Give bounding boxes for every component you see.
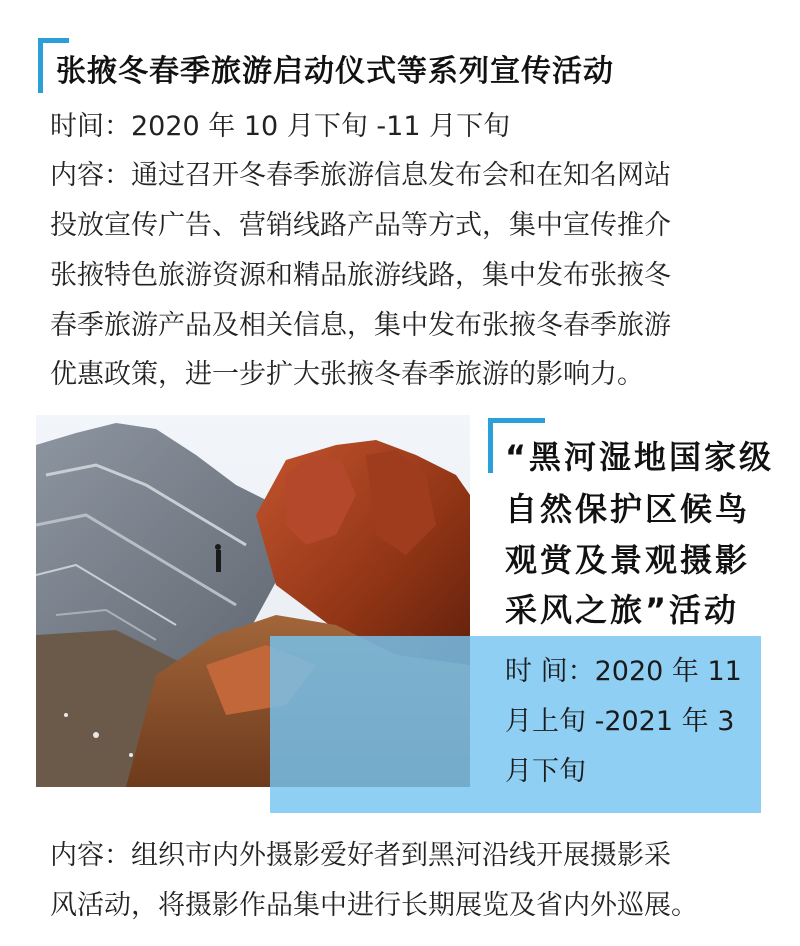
section1-content-line: 优惠政策，进一步扩大张掖冬春季旅游的影响力。 [50, 359, 644, 390]
section2-title-line: 观赏及景观摄影 [505, 541, 751, 579]
section2-title-line: “黑河湿地国家级 [505, 438, 775, 476]
section2-content-line: 内容：组织市内外摄影爱好者到黑河沿线开展摄影采 [50, 840, 671, 871]
section1-content-line: 张掖特色旅游资源和精品旅游线路，集中发布张掖冬 [50, 260, 671, 291]
section2-time-line: 时 间：2020 年 11 [505, 656, 742, 687]
section1-content-line: 内容：通过召开冬春季旅游信息发布会和在知名网站 [50, 160, 671, 191]
section1-content-line: 春季旅游产品及相关信息，集中发布张掖冬春季旅游 [50, 310, 671, 341]
section2-time-line: 月上旬 -2021 年 3 [505, 706, 735, 737]
section2-title-line: 自然保护区候鸟 [505, 490, 751, 528]
section2-time-line: 月下旬 [505, 756, 586, 787]
section1-title: 张掖冬春季旅游启动仪式等系列宣传活动 [56, 54, 614, 89]
section1-time: 时间：2020 年 10 月下旬 -11 月下旬 [50, 111, 511, 142]
section2-content-line: 风活动，将摄影作品集中进行长期展览及省内外巡展。 [50, 890, 698, 921]
section1-content-line: 投放宣传广告、营销线路产品等方式，集中宣传推介 [50, 210, 671, 241]
section2-title-line: 采风之旅”活动 [505, 591, 740, 629]
